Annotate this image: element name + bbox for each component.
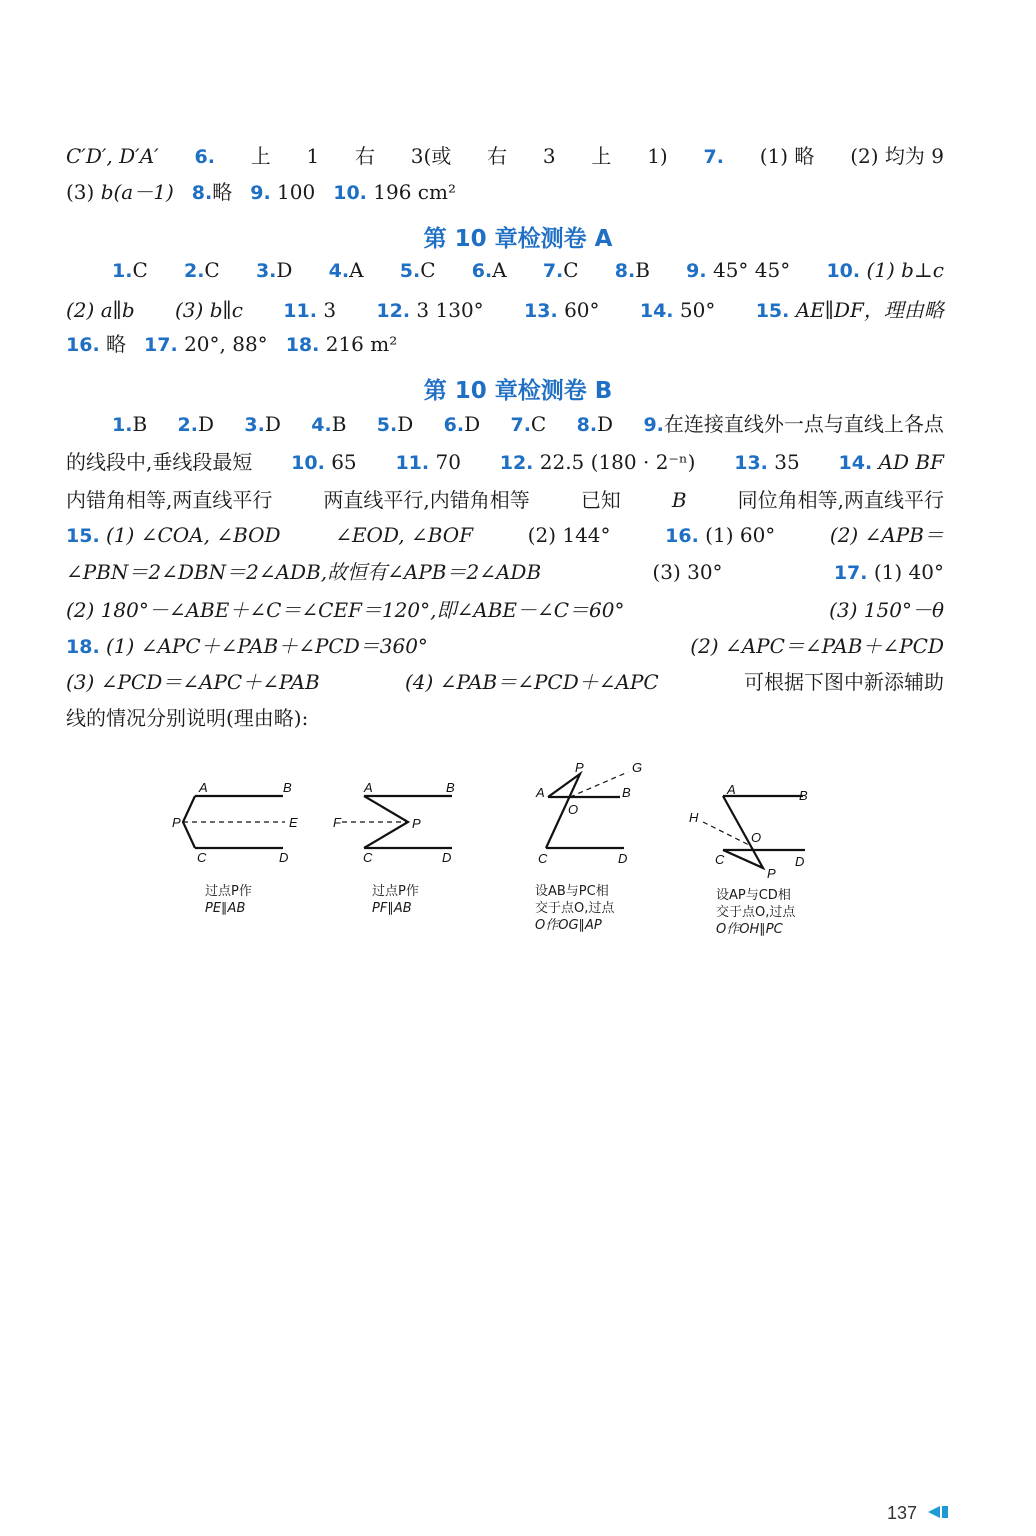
label-h: H bbox=[689, 810, 699, 825]
answer-text: C bbox=[530, 412, 547, 436]
question-number: 4. bbox=[328, 260, 350, 282]
answer-text: (2) ∠APC＝∠PAB＋∠PCD bbox=[690, 634, 944, 658]
answer-item bbox=[291, 452, 356, 473]
answer-text: 上 bbox=[591, 144, 612, 168]
label-c: C bbox=[363, 850, 373, 865]
answer-text: (3) 30° bbox=[652, 560, 723, 584]
answer-text: ∠EOD, ∠BOF bbox=[335, 523, 474, 547]
answer-line bbox=[66, 562, 944, 583]
answer-text: C bbox=[563, 258, 579, 282]
figure-caption bbox=[535, 883, 614, 934]
answer-text: 的线段中,垂线段最短 bbox=[66, 450, 253, 474]
question-number: 9. bbox=[686, 260, 707, 282]
answer-item bbox=[524, 300, 599, 321]
answer-line bbox=[66, 300, 944, 321]
label-d: D bbox=[795, 854, 805, 869]
label-g: G bbox=[632, 760, 643, 775]
label-f: F bbox=[333, 815, 341, 830]
question-number: 3. bbox=[255, 260, 277, 282]
answer-text: 可根据下图中新添辅助 bbox=[744, 670, 944, 694]
question-number: 11. bbox=[395, 452, 430, 474]
answer-item bbox=[444, 414, 481, 435]
answer-item bbox=[839, 452, 944, 473]
answer-text: 3(或 bbox=[410, 144, 452, 168]
label-o: O bbox=[751, 830, 762, 845]
caption-line: 设AP与CD相 bbox=[716, 888, 791, 903]
answer-text: C bbox=[204, 258, 220, 282]
answer-item bbox=[144, 334, 268, 355]
label-a: A bbox=[727, 782, 736, 797]
answer-text: 已知 bbox=[580, 488, 621, 512]
answer-text: 216 m² bbox=[325, 332, 398, 356]
caption-line: PF∥AB bbox=[372, 901, 412, 916]
answer-text: B bbox=[331, 412, 347, 436]
answer-item bbox=[400, 260, 436, 281]
answer-line bbox=[112, 414, 944, 435]
answer-expr: b(a－1) bbox=[100, 180, 174, 204]
answer-item bbox=[256, 260, 293, 281]
answer-text: (1) ∠COA, ∠BOD bbox=[106, 523, 281, 547]
answer-item bbox=[112, 414, 147, 435]
figure-caption bbox=[716, 887, 795, 938]
answer-text: 略 bbox=[212, 180, 233, 204]
question-number: 16. bbox=[665, 525, 699, 547]
caption-line: 过点P作 bbox=[372, 884, 419, 899]
caption-line: 过点P作 bbox=[205, 884, 252, 899]
figure-caption bbox=[205, 883, 252, 917]
question-number: 13. bbox=[734, 452, 768, 474]
caption-line: O作OG∥AP bbox=[535, 918, 602, 933]
answer-text: D bbox=[597, 412, 614, 436]
geometry-figure-4 bbox=[683, 780, 818, 880]
answer-text: C bbox=[132, 258, 148, 282]
answer-item bbox=[377, 414, 414, 435]
answer-text: 1 bbox=[306, 144, 320, 168]
answer-item bbox=[66, 636, 428, 657]
answer-text: B bbox=[635, 258, 650, 282]
label-a: A bbox=[199, 780, 208, 795]
question-number: 11. bbox=[283, 300, 317, 322]
answer-text: (1) 60° bbox=[705, 523, 776, 547]
answer-line bbox=[66, 490, 944, 510]
question-number: 5. bbox=[399, 260, 421, 282]
question-number: 9. bbox=[643, 414, 664, 436]
answer-line bbox=[66, 452, 944, 473]
answer-text: 65 bbox=[331, 450, 357, 474]
question-number: 7. bbox=[703, 146, 724, 168]
answer-item bbox=[283, 300, 336, 321]
answer-text: 3 130° bbox=[416, 298, 484, 322]
question-number: 8. bbox=[614, 260, 636, 282]
caption-line: 交于点O,过点 bbox=[535, 901, 615, 916]
question-number: 17. bbox=[833, 562, 868, 584]
label-p: P bbox=[412, 816, 421, 831]
label-d: D bbox=[279, 850, 289, 865]
answer-item bbox=[615, 260, 650, 281]
label-b: B bbox=[622, 785, 631, 800]
answer-line bbox=[112, 260, 944, 281]
answer-text: 20°, 88° bbox=[184, 332, 268, 356]
label-o: O bbox=[568, 802, 579, 817]
answer-text: D bbox=[464, 412, 481, 436]
question-number: 10. bbox=[333, 182, 367, 204]
answer-text: 60° bbox=[564, 298, 600, 322]
question-number: 7. bbox=[510, 414, 531, 436]
question-number: 18. bbox=[66, 636, 100, 658]
answer-text: B bbox=[132, 412, 148, 436]
label-p: P bbox=[767, 866, 776, 880]
section-title: 第 10 章检测卷 B bbox=[423, 378, 613, 404]
question-number: 15. bbox=[755, 300, 790, 322]
answer-item bbox=[286, 334, 398, 355]
answer-item bbox=[686, 260, 790, 281]
answer-item bbox=[734, 452, 799, 473]
answer-item bbox=[472, 260, 507, 281]
question-number: 6. bbox=[443, 414, 465, 436]
answer-line bbox=[66, 672, 944, 692]
answer-text: D bbox=[264, 412, 281, 436]
answer-item bbox=[643, 414, 943, 435]
question-number: 12. bbox=[499, 452, 534, 474]
label-d: D bbox=[442, 850, 452, 865]
page-arrow-icon bbox=[926, 1503, 952, 1521]
answer-text: (1) 略 bbox=[759, 144, 815, 168]
label-b: B bbox=[283, 780, 292, 795]
answer-text: B bbox=[671, 488, 687, 512]
answer-text: 50° bbox=[679, 298, 716, 322]
answer-item bbox=[184, 260, 220, 281]
question-number: 16. bbox=[66, 334, 100, 356]
caption-line: PE∥AB bbox=[205, 901, 246, 916]
question-number: 18. bbox=[285, 334, 320, 356]
answer-item bbox=[665, 525, 775, 546]
question-number: 10. bbox=[826, 260, 861, 282]
geometry-figure-1 bbox=[165, 772, 305, 872]
answer-text: 100 bbox=[277, 180, 316, 204]
answer-text: C′D′, D′A′ bbox=[66, 144, 159, 168]
answer-text: (2) 均为 9 bbox=[850, 144, 944, 168]
answer-text: (3) b∥c bbox=[175, 298, 243, 322]
answer-text: ∠PBN＝2∠DBN＝2∠ADB,故恒有∠APB＝2∠ADB bbox=[66, 560, 542, 584]
section-title: 第 10 章检测卷 A bbox=[423, 226, 613, 252]
answer-part: (3) bbox=[66, 180, 95, 204]
question-number: 4. bbox=[311, 414, 332, 436]
answer-item bbox=[66, 334, 126, 355]
answer-item bbox=[244, 414, 281, 435]
answer-text: (2) a∥b bbox=[66, 298, 135, 322]
answer-item bbox=[834, 562, 944, 583]
label-c: C bbox=[538, 851, 548, 866]
question-number: 5. bbox=[376, 414, 398, 436]
answer-text: 右 bbox=[355, 144, 376, 168]
answer-item bbox=[395, 452, 460, 473]
answer-text: (2) ∠APB＝ bbox=[829, 523, 944, 547]
answer-item bbox=[376, 300, 483, 321]
question-number: 7. bbox=[542, 260, 564, 282]
answer-text: 35 bbox=[774, 450, 800, 474]
answer-text: 内错角相等,两直线平行 bbox=[66, 488, 273, 512]
question-number: 2. bbox=[183, 260, 205, 282]
answer-text: 上 bbox=[250, 144, 271, 168]
answer-text: 45° 45° bbox=[712, 258, 791, 282]
label-p: P bbox=[575, 760, 584, 775]
answer-text: 3 bbox=[542, 144, 556, 168]
answer-text: (1) b⊥c bbox=[866, 258, 944, 282]
answer-item bbox=[826, 260, 944, 281]
answer-text: D bbox=[197, 412, 215, 436]
caption-line: 交于点O,过点 bbox=[716, 905, 796, 920]
label-d: D bbox=[618, 851, 628, 866]
label-a: A bbox=[536, 785, 545, 800]
answer-text: AE∥DF，理由略 bbox=[795, 298, 944, 322]
question-number: 2. bbox=[177, 414, 198, 436]
answer-text: 线的情况分别说明(理由略): bbox=[66, 706, 309, 730]
label-c: C bbox=[197, 850, 207, 865]
figure-caption bbox=[372, 883, 419, 917]
answer-item bbox=[250, 182, 315, 203]
caption-line: O作OH∥PC bbox=[716, 922, 783, 937]
label-p: P bbox=[172, 815, 181, 830]
answer-text: 1) bbox=[647, 144, 668, 168]
answer-line bbox=[66, 525, 944, 546]
answer-item bbox=[510, 414, 546, 435]
answer-text: AD BF bbox=[878, 450, 944, 474]
answer-line bbox=[66, 600, 944, 620]
answer-item bbox=[756, 300, 944, 321]
answer-text: 196 cm² bbox=[373, 180, 456, 204]
answer-text bbox=[66, 182, 174, 202]
answer-text: 22.5 (180 · 2⁻ⁿ) bbox=[539, 450, 696, 474]
answer-item bbox=[333, 182, 456, 203]
page-number: 137 bbox=[887, 1503, 918, 1523]
answer-line bbox=[66, 636, 944, 657]
answer-text: 两直线平行,内错角相等 bbox=[323, 488, 530, 512]
answer-line bbox=[66, 708, 944, 728]
answer-text: 在连接直线外一点与直线上各点 bbox=[663, 412, 944, 436]
question-number: 17. bbox=[144, 334, 178, 356]
question-number: 15. bbox=[66, 525, 100, 547]
answer-item bbox=[577, 414, 614, 435]
question-number: 14. bbox=[639, 300, 674, 322]
question-number: 8. bbox=[191, 182, 213, 204]
answer-text: D bbox=[397, 412, 414, 436]
question-number: 10. bbox=[291, 452, 325, 474]
answer-text: 右 bbox=[487, 144, 508, 168]
answer-text: (2) 180°－∠ABE＋∠C＝∠CEF＝120°,即∠ABE－∠C＝60° bbox=[66, 598, 625, 622]
answer-text: (3) 150°－θ bbox=[829, 598, 944, 622]
answer-text: C bbox=[420, 258, 436, 282]
geometry-figure-2 bbox=[328, 772, 468, 872]
answer-text: D bbox=[276, 258, 293, 282]
answer-item bbox=[640, 300, 715, 321]
answer-line bbox=[66, 182, 944, 203]
question-number: 6. bbox=[471, 260, 493, 282]
answer-text: 70 bbox=[435, 450, 461, 474]
question-number: 13. bbox=[524, 300, 558, 322]
answer-text: 3 bbox=[323, 298, 337, 322]
label-a: A bbox=[364, 780, 373, 795]
answer-item bbox=[543, 260, 579, 281]
geometry-figure-3 bbox=[528, 760, 653, 872]
question-number: 3. bbox=[244, 414, 265, 436]
answer-text: (1) ∠APC＋∠PAB＋∠PCD＝360° bbox=[106, 634, 428, 658]
answer-line bbox=[66, 334, 944, 355]
answer-item bbox=[329, 260, 364, 281]
caption-line: 设AB与PC相 bbox=[535, 884, 609, 899]
question-number: 14. bbox=[838, 452, 873, 474]
answer-item bbox=[178, 414, 215, 435]
answer-text: 同位角相等,两直线平行 bbox=[737, 488, 944, 512]
answer-item bbox=[192, 182, 232, 203]
answer-text: 略 bbox=[106, 332, 127, 356]
label-e: E bbox=[289, 815, 298, 830]
answer-text: A bbox=[349, 258, 364, 282]
question-number: 9. bbox=[250, 182, 271, 204]
question-number: 8. bbox=[576, 414, 598, 436]
label-c: C bbox=[715, 852, 725, 867]
question-number: 1. bbox=[112, 260, 133, 282]
answer-text: A bbox=[492, 258, 507, 282]
answer-text: (4) ∠PAB＝∠PCD＋∠APC bbox=[405, 670, 659, 694]
answer-text: (3) ∠PCD＝∠APC＋∠PAB bbox=[66, 670, 320, 694]
label-b: B bbox=[446, 780, 455, 795]
answer-item bbox=[500, 452, 696, 473]
question-number: 6. bbox=[194, 146, 215, 168]
answer-text: (1) 40° bbox=[873, 560, 944, 584]
answer-text: (2) 144° bbox=[527, 523, 611, 547]
answer-item bbox=[112, 260, 148, 281]
answer-line bbox=[66, 146, 944, 167]
question-number: 1. bbox=[112, 414, 133, 436]
answer-item bbox=[311, 414, 346, 435]
answer-item bbox=[66, 525, 281, 546]
label-b: B bbox=[799, 788, 808, 803]
question-number: 12. bbox=[376, 300, 411, 322]
